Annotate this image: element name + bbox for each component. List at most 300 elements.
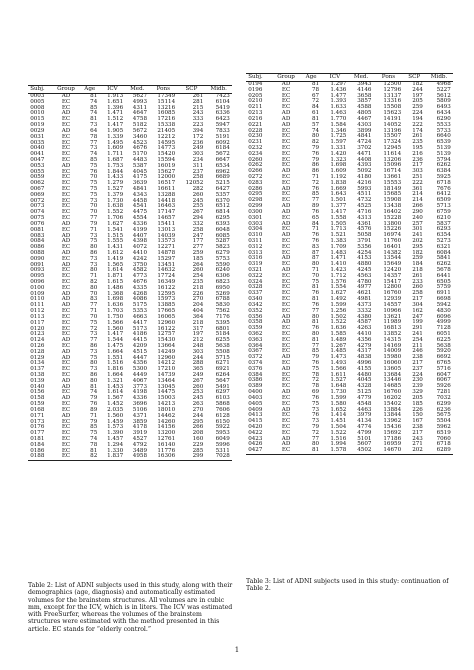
table-cell: 1.502 xyxy=(330,313,347,320)
table-cell: 16714 xyxy=(383,168,402,175)
table-cell: 81 xyxy=(90,116,98,123)
table-cell: 295 xyxy=(192,418,204,425)
table-cell: 0205 xyxy=(248,92,263,99)
table-cell: 7281 xyxy=(436,389,451,396)
table-cell: 87 xyxy=(311,249,320,256)
table-cell: EC xyxy=(61,435,71,442)
table-cell: 4398 xyxy=(132,238,148,245)
table-cell: 0342 xyxy=(248,301,263,308)
table-cell: 0100 xyxy=(30,284,45,291)
table-cell: 6051 xyxy=(436,330,451,337)
table-cell: 260 xyxy=(192,267,204,274)
table-cell: 4981 xyxy=(357,296,372,303)
table-cell: 303 xyxy=(412,168,423,175)
table-cell: 12000 xyxy=(157,174,176,181)
table-cell: 1.436 xyxy=(330,86,347,93)
table-cell: 5672 xyxy=(215,151,230,158)
table-cell: 17324 xyxy=(383,139,402,146)
table-cell: 5173 xyxy=(132,325,148,332)
table-cell: EC xyxy=(61,273,71,280)
table-cell: 361 xyxy=(412,185,423,192)
table-cell: 4471 xyxy=(357,150,372,157)
table-cell: EC xyxy=(61,279,71,285)
table-cell: 1.516 xyxy=(330,435,347,442)
table-cell: 12960 xyxy=(157,319,176,326)
table-cell: 243 xyxy=(192,110,204,117)
table-cell: 4563 xyxy=(357,272,372,279)
table-cell: 14039 xyxy=(157,232,176,239)
table-cell: 0113 xyxy=(30,313,45,320)
table-cell: 301 xyxy=(412,226,423,233)
table-cell: 0093 xyxy=(30,267,45,274)
table-cell: 0313 xyxy=(248,249,263,256)
table-cell: EC xyxy=(281,278,291,285)
table-cell: 5215 xyxy=(215,180,230,187)
table-cell: EC xyxy=(281,237,291,244)
table-cell: 81 xyxy=(301,448,321,454)
table-cell: 6067 xyxy=(436,377,451,384)
table-cell: 16202 xyxy=(383,394,402,401)
table-cell: 1.501 xyxy=(330,197,347,204)
table-cell: 4045 xyxy=(357,377,372,384)
table-cell: 1.633 xyxy=(330,104,347,111)
table-cell: 16402 xyxy=(383,208,402,215)
table-cell: 0420 xyxy=(248,423,263,430)
table-cell: 185 xyxy=(192,255,204,262)
table-cell: 75 xyxy=(90,191,98,198)
table-cell: 85 xyxy=(311,348,320,355)
table-3 xyxy=(246,73,453,455)
table-cell: 1.515 xyxy=(107,232,124,239)
table-cell: 4773 xyxy=(132,273,148,280)
table-cell: 0059 xyxy=(30,174,45,181)
table-cell: 0055 xyxy=(30,168,45,175)
table-cell: 0196 xyxy=(248,86,263,93)
table-cell: EC xyxy=(61,360,71,367)
table-cell: 0081 xyxy=(30,226,45,233)
table-cell: AD xyxy=(281,365,291,372)
table-cell: 14557 xyxy=(383,301,402,308)
table-cell: 85 xyxy=(311,191,320,198)
table-cell: 13451 xyxy=(157,261,176,268)
table-cell: 0139 xyxy=(30,377,45,384)
table-cell: 332 xyxy=(192,220,204,227)
table-cell: 4582 xyxy=(132,267,148,274)
table-cell: 14685 xyxy=(383,383,402,390)
table-cell: 0120 xyxy=(30,325,45,332)
table-cell: 6321 xyxy=(436,243,451,250)
table-cell: 1.393 xyxy=(330,98,347,105)
table-cell: 260 xyxy=(192,191,204,198)
table-cell: EC xyxy=(281,104,291,111)
table-cell: EC xyxy=(281,127,291,134)
table-cell: EC xyxy=(281,371,291,378)
table-cell: AD xyxy=(281,255,291,262)
table-cell: 0138 xyxy=(30,372,45,378)
table-cell: 224 xyxy=(412,110,423,117)
table-cell: 6814 xyxy=(215,209,230,216)
table-cell: 77 xyxy=(311,342,320,349)
table-cell: 0090 xyxy=(30,255,45,262)
table-cell: 0015 xyxy=(30,116,45,123)
table-cell: 13137 xyxy=(383,92,402,99)
table-cell: 17186 xyxy=(383,435,402,442)
table-cell: 1.664 xyxy=(107,372,124,378)
table-cell: 15594 xyxy=(157,156,176,163)
table-cell: 261 xyxy=(412,133,423,140)
table-cell: 1.609 xyxy=(330,168,347,175)
table-cell: 5638 xyxy=(215,342,230,349)
table-cell: 0062 xyxy=(30,180,45,187)
table-cell: 77 xyxy=(311,307,320,314)
table-cell: 4541 xyxy=(132,203,148,210)
table-cell: 17216 xyxy=(157,116,176,123)
table-cell: 0426 xyxy=(248,441,263,448)
table-cell: 0041 xyxy=(30,151,45,158)
table-cell: EC xyxy=(61,406,71,413)
table-cell: 238 xyxy=(412,354,423,361)
table-cell: AD xyxy=(281,81,291,87)
table-cell: 14260 xyxy=(157,418,176,425)
table-cell: 0171 xyxy=(30,412,45,419)
table-cell: 79 xyxy=(311,354,320,361)
table-cell: 1.463 xyxy=(330,110,347,117)
table-cell: 1.541 xyxy=(107,226,124,233)
table-cell: 0260 xyxy=(248,156,263,163)
table-cell: 6509 xyxy=(436,197,451,204)
table-cell: 5612 xyxy=(436,92,451,99)
table-cell: 258 xyxy=(192,226,204,233)
table-cell: 290 xyxy=(412,208,423,215)
table-cell: 5269 xyxy=(215,290,230,297)
table-cell: 5830 xyxy=(215,302,230,309)
table-cell: 0228 xyxy=(248,127,263,134)
table-cell: 15908 xyxy=(383,197,402,204)
table-cell: 0262 xyxy=(248,162,263,169)
table-cell: 0158 xyxy=(30,395,45,402)
table-cell: AD xyxy=(61,220,71,227)
column-header: Midb. xyxy=(205,86,232,94)
table-cell: 311 xyxy=(192,162,204,169)
table-cell: 1.698 xyxy=(107,296,124,303)
table-cell: AD xyxy=(281,313,291,320)
table-cell: 282 xyxy=(192,186,204,192)
table-cell: 5491 xyxy=(215,383,230,390)
table-cell: 0221 xyxy=(248,121,263,128)
table-cell: 1.652 xyxy=(330,406,347,413)
table-cell: EC xyxy=(281,179,291,186)
table-cell: 1.638 xyxy=(107,203,124,210)
table-cell: EC xyxy=(61,180,71,187)
table-cell: 1.433 xyxy=(107,174,124,181)
table-cell: EC xyxy=(281,226,291,233)
table-cell: 1.483 xyxy=(330,249,347,256)
table-cell: 4268 xyxy=(132,290,148,297)
table-cell: 73 xyxy=(90,366,98,373)
table-cell: 73 xyxy=(311,406,320,413)
table-cell: 14249 xyxy=(157,348,176,355)
table-cell: EC xyxy=(61,319,71,326)
table-cell: 333 xyxy=(192,116,204,123)
table-cell: 5962 xyxy=(436,423,451,430)
table-cell: 0112 xyxy=(30,308,45,315)
table-cell: 3332 xyxy=(357,307,372,314)
table-cell: 0234 xyxy=(248,150,263,157)
table-cell: 6765 xyxy=(436,360,451,366)
table-cell: 0117 xyxy=(30,319,45,326)
table-cell: 0230 xyxy=(248,133,263,140)
table-cell: 80 xyxy=(90,244,98,251)
table-cell: EC xyxy=(281,418,291,425)
table-cell: 254 xyxy=(192,273,204,280)
table-cell: 1.614 xyxy=(107,389,124,396)
table-cell: 4467 xyxy=(357,115,372,122)
table-cell: 4311 xyxy=(132,104,148,111)
table-cell: 4515 xyxy=(132,348,148,355)
column-header: Subj. xyxy=(28,86,52,94)
table-cell: 205 xyxy=(412,98,423,105)
table-cell: 15430 xyxy=(157,337,176,344)
table-cell: EC xyxy=(61,401,71,408)
table-cell: 6297 xyxy=(215,389,230,396)
table-cell: 0159 xyxy=(30,401,45,408)
table-cell: 160 xyxy=(192,435,204,442)
table-cell: 1.753 xyxy=(107,162,124,169)
table-cell: 299 xyxy=(177,454,205,460)
table-cell: 0359 xyxy=(248,325,263,332)
table-cell: 5678 xyxy=(436,267,451,273)
table-cell: 14418 xyxy=(157,197,176,204)
table-cell: 4045 xyxy=(132,168,148,175)
table-cell: 14475 xyxy=(157,389,176,396)
table-cell: 5175 xyxy=(132,302,148,309)
table-cell: 4155 xyxy=(357,365,372,372)
table-cell: 5715 xyxy=(215,354,230,361)
table-cell: 394 xyxy=(192,127,204,134)
table-cell: 17724 xyxy=(157,273,176,280)
table-cell: 202 xyxy=(403,448,425,454)
table-cell: 3899 xyxy=(357,127,372,134)
table-cell: 4758 xyxy=(132,116,148,123)
table-cell: 3489 xyxy=(132,447,148,454)
table-cell: 15436 xyxy=(383,423,402,430)
table-cell: 7128 xyxy=(436,325,451,332)
table-cell: 5139 xyxy=(436,144,451,151)
table-cell: 1.485 xyxy=(330,348,347,355)
table-cell: 0384 xyxy=(248,371,263,378)
table-cell: 4086 xyxy=(132,296,148,303)
table-cell: 255 xyxy=(192,203,204,210)
table-cell: 13684 xyxy=(383,371,402,378)
table-cell: 14739 xyxy=(157,372,176,378)
table-cell: 4343 xyxy=(132,191,148,198)
table-cell: 247 xyxy=(412,313,423,320)
table-cell: 6505 xyxy=(436,278,451,285)
table-cell: 4724 xyxy=(357,139,372,146)
table-cell: 4317 xyxy=(357,348,372,355)
table-cell: 1.669 xyxy=(330,185,347,192)
table-cell: 1.584 xyxy=(330,121,347,128)
table-cell: 76 xyxy=(311,208,320,215)
table-cell: 5101 xyxy=(357,435,372,442)
table-cell: EC xyxy=(61,244,71,251)
table-cell: 79 xyxy=(90,220,98,227)
table-cell: 271 xyxy=(412,441,423,448)
table-cell: 1.473 xyxy=(330,354,347,361)
table-cell: 4328 xyxy=(357,383,372,390)
table-cell: 6354 xyxy=(436,232,451,239)
table-cell: 6384 xyxy=(436,168,451,175)
table-cell: EC xyxy=(61,98,71,105)
table-cell: 270 xyxy=(192,296,204,303)
table-cell: 0386 xyxy=(248,377,263,384)
table-cell: 12271 xyxy=(157,244,176,251)
table-cell: 4799 xyxy=(357,429,372,436)
table-cell: 77 xyxy=(90,139,98,146)
table-cell: 4830 xyxy=(436,307,451,314)
table-cell: 241 xyxy=(412,330,423,337)
table-cell: 1.730 xyxy=(107,197,124,204)
table-cell: 0031 xyxy=(30,133,45,140)
table-cell: 89 xyxy=(90,406,98,413)
table-cell: EC xyxy=(61,156,71,163)
table-cell: AD xyxy=(61,290,71,297)
table-cell: 0128 xyxy=(30,348,45,355)
table-cell: 13316 xyxy=(383,98,402,105)
table-cell: EC xyxy=(281,249,291,256)
table-cell: 1.410 xyxy=(330,261,347,268)
table-cell: 254 xyxy=(412,336,423,343)
table-cell: 0409 xyxy=(248,406,263,413)
table-cell: 1.712 xyxy=(330,272,347,279)
table-cell: 4621 xyxy=(357,290,372,297)
table-cell: 1.664 xyxy=(107,348,124,355)
table-cell: 260 xyxy=(412,284,423,291)
table-3-caption: Table 3: List of ADNI subjects used in this study: continuation of Table 2. xyxy=(246,578,449,593)
table-cell: 13884 xyxy=(383,406,402,413)
table-cell: 267 xyxy=(192,209,204,216)
table-cell: 14212 xyxy=(157,360,176,367)
table-cell: 4072 xyxy=(132,244,148,251)
table-cell: 5920 xyxy=(436,348,451,355)
table-cell: 15003 xyxy=(157,395,176,402)
table-cell: 1.560 xyxy=(107,412,124,419)
table-cell: 70 xyxy=(90,209,98,216)
table-cell: 0181 xyxy=(30,435,45,442)
table-cell: 1.471 xyxy=(330,255,347,262)
table-cell: 1.321 xyxy=(107,377,124,384)
table-cell: 76 xyxy=(90,401,98,408)
table-cell: 72 xyxy=(311,377,320,384)
table-cell: 5922 xyxy=(215,424,230,431)
column-header: Pons xyxy=(149,86,177,94)
table-cell: 6085 xyxy=(215,232,230,239)
table-cell: 12800 xyxy=(383,284,402,291)
table-cell: 303 xyxy=(192,348,204,355)
table-cell: 4588 xyxy=(357,104,372,111)
table-cell: 4511 xyxy=(357,191,372,198)
table-cell: 3919 xyxy=(132,430,148,437)
table-cell: 4373 xyxy=(357,301,372,308)
table-cell: 16349 xyxy=(157,279,176,285)
table-cell: 4242 xyxy=(132,255,148,262)
table-cell: 12052 xyxy=(185,180,204,187)
table-cell: 65 xyxy=(311,214,320,221)
table-cell: 6423 xyxy=(215,116,230,123)
table-cell: 1.377 xyxy=(330,203,347,210)
table-cell: 69 xyxy=(311,389,320,396)
table-cell: 3696 xyxy=(132,401,148,408)
table-cell: 3773 xyxy=(132,383,148,390)
table-cell: 0311 xyxy=(248,237,263,244)
table-cell: 14156 xyxy=(157,424,176,431)
table-cell: 15692 xyxy=(383,429,402,436)
table-cell: 0177 xyxy=(30,430,45,437)
table-cell: 16065 xyxy=(157,313,176,320)
table-cell: EC xyxy=(61,424,71,431)
table-cell: 1.492 xyxy=(330,296,347,303)
table-cell: 4587 xyxy=(357,319,372,326)
table-cell: 329 xyxy=(412,389,423,396)
table-cell: 6084 xyxy=(436,249,451,256)
table-cell: 4663 xyxy=(132,313,148,320)
table-cell: 76 xyxy=(311,185,320,192)
table-cell: 167 xyxy=(412,418,423,425)
table-cell: 6921 xyxy=(215,366,230,373)
table-cell: 15507 xyxy=(383,133,402,140)
table-cell: AD xyxy=(281,441,291,448)
table-cell: 0376 xyxy=(248,365,263,372)
table-cell: 4676 xyxy=(132,279,148,285)
table-cell: 0316 xyxy=(248,255,263,262)
table-cell: 86 xyxy=(311,162,320,169)
table-cell: 3658 xyxy=(357,92,372,99)
column-header: ICV xyxy=(321,74,348,82)
table-cell: 202 xyxy=(412,237,423,244)
table-cell: 1.489 xyxy=(330,336,347,343)
table-cell: EC xyxy=(61,226,71,233)
table-cell: EC xyxy=(281,412,291,419)
table-cell: 6434 xyxy=(436,110,451,117)
table-cell: AD xyxy=(61,162,71,169)
table-cell: 243 xyxy=(412,435,423,442)
table-cell: 7028 xyxy=(205,454,232,460)
table-cell: 218 xyxy=(412,267,423,273)
table-cell: EC xyxy=(281,290,291,297)
table-cell: 1.913 xyxy=(107,93,124,99)
table-cell: 1.566 xyxy=(107,319,124,326)
table-cell: 317 xyxy=(192,325,204,332)
table-cell: 1.554 xyxy=(330,284,347,291)
table-cell: 6539 xyxy=(436,139,451,146)
table-cell: 0232 xyxy=(248,144,263,151)
table-cell: 217 xyxy=(412,360,423,366)
table-cell: 177 xyxy=(192,238,204,245)
table-cell: 4335 xyxy=(132,284,148,291)
table-cell: EC xyxy=(281,197,291,204)
table-cell: 13206 xyxy=(383,156,402,163)
table-cell: EC xyxy=(61,191,71,198)
table-cell: 229 xyxy=(192,441,204,448)
table-cell: 5227 xyxy=(436,86,451,93)
table-cell: AD xyxy=(61,383,71,390)
table-cell: 12595 xyxy=(157,290,176,297)
table-cell: 18010 xyxy=(157,406,176,413)
table-cell: 14009 xyxy=(383,348,402,355)
table-cell: 14315 xyxy=(383,336,402,343)
table-cell: 15114 xyxy=(157,98,176,105)
table-cell: AD xyxy=(61,93,71,99)
